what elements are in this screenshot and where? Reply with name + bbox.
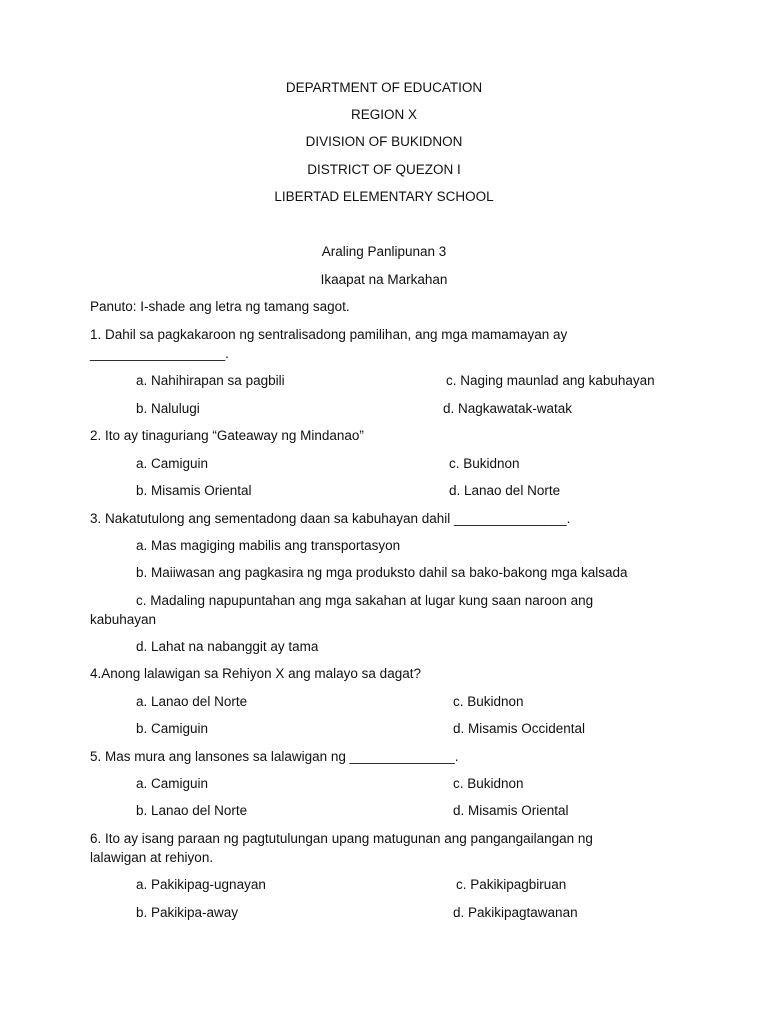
question-3-text: 3. Nakatutulong ang sementadong daan sa kabuhayan dahil _______________. [90, 511, 571, 526]
instructions: Panuto: I-shade ang letra ng tamang sagot. [90, 299, 350, 314]
header-department: DEPARTMENT OF EDUCATION [285, 80, 483, 95]
question-5-choice-c: c. Bukidnon [453, 776, 524, 791]
question-5-text: 5. Mas mura ang lansones sa lalawigan ng ______________. [90, 749, 459, 764]
header-region: REGION X [350, 107, 417, 122]
question-5-choice-b: b. Lanao del Norte [136, 803, 248, 818]
question-1-choice-d: d. Nagkawatak-watak [443, 401, 573, 416]
question-1-choice-a: a. Nahihirapan sa pagbili [136, 373, 285, 388]
question-3-choice-a: a. Mas magiging mabilis ang transportasyon [136, 538, 401, 553]
question-4-choice-c: c. Bukidnon [453, 694, 524, 709]
question-1-blank: __________________. [90, 346, 229, 361]
question-4-choice-a: a. Lanao del Norte [136, 694, 248, 709]
header-school: LIBERTAD ELEMENTARY SCHOOL [274, 189, 494, 204]
question-5-choice-d: d. Misamis Oriental [453, 803, 569, 818]
question-2-choice-b: b. Misamis Oriental [136, 483, 252, 498]
question-4-text: 4.Anong lalawigan sa Rehiyon X ang malayo sa dagat? [90, 666, 421, 681]
subject-title: Araling Panlipunan 3 [321, 244, 447, 259]
question-3-choice-c-cont: kabuhayan [90, 612, 157, 627]
question-5-choice-a: a. Camiguin [136, 776, 209, 791]
question-1-choice-c: c. Naging maunlad ang kabuhayan [446, 373, 655, 388]
header-division: DIVISION OF BUKIDNON [305, 134, 463, 149]
question-6-choice-d: d. Pakikipagtawanan [453, 905, 578, 920]
question-2-text: 2. Ito ay tinaguriang “Gateaway ng Mindanao” [90, 428, 364, 443]
question-6-choice-c: c. Pakikipagbiruan [456, 877, 567, 892]
question-4-choice-d: d. Misamis Occidental [453, 721, 586, 736]
question-6-text: 6. Ito ay isang paraan ng pagtutulungan upang matugunan ang pangangailangan ng [90, 831, 593, 846]
header-district: DISTRICT OF QUEZON I [307, 162, 461, 177]
question-1-choice-b: b. Nalulugi [136, 401, 200, 416]
question-2-choice-c: c. Bukidnon [449, 456, 520, 471]
question-3-choice-d: d. Lahat na nabanggit ay tama [136, 639, 319, 654]
quarter-title: Ikaapat na Markahan [320, 272, 448, 287]
question-6-choice-b: b. Pakikipa-away [136, 905, 239, 920]
question-2-choice-a: a. Camiguin [136, 456, 209, 471]
question-1-text: 1. Dahil sa pagkakaroon ng sentralisadong pamilihan, ang mga mamamayan ay [90, 327, 568, 342]
question-6-choice-a: a. Pakikipag-ugnayan [136, 877, 266, 892]
question-2-choice-d: d. Lanao del Norte [449, 483, 561, 498]
question-4-choice-b: b. Camiguin [136, 721, 209, 736]
question-6-text-cont: lalawigan at rehiyon. [90, 850, 214, 865]
question-3-choice-b: b. Maiiwasan ang pagkasira ng mga produksto dahil sa bako-bakong mga kalsada [136, 565, 628, 580]
question-3-choice-c: c. Madaling napupuntahan ang mga sakahan at lugar kung saan naroon ang [136, 593, 594, 608]
